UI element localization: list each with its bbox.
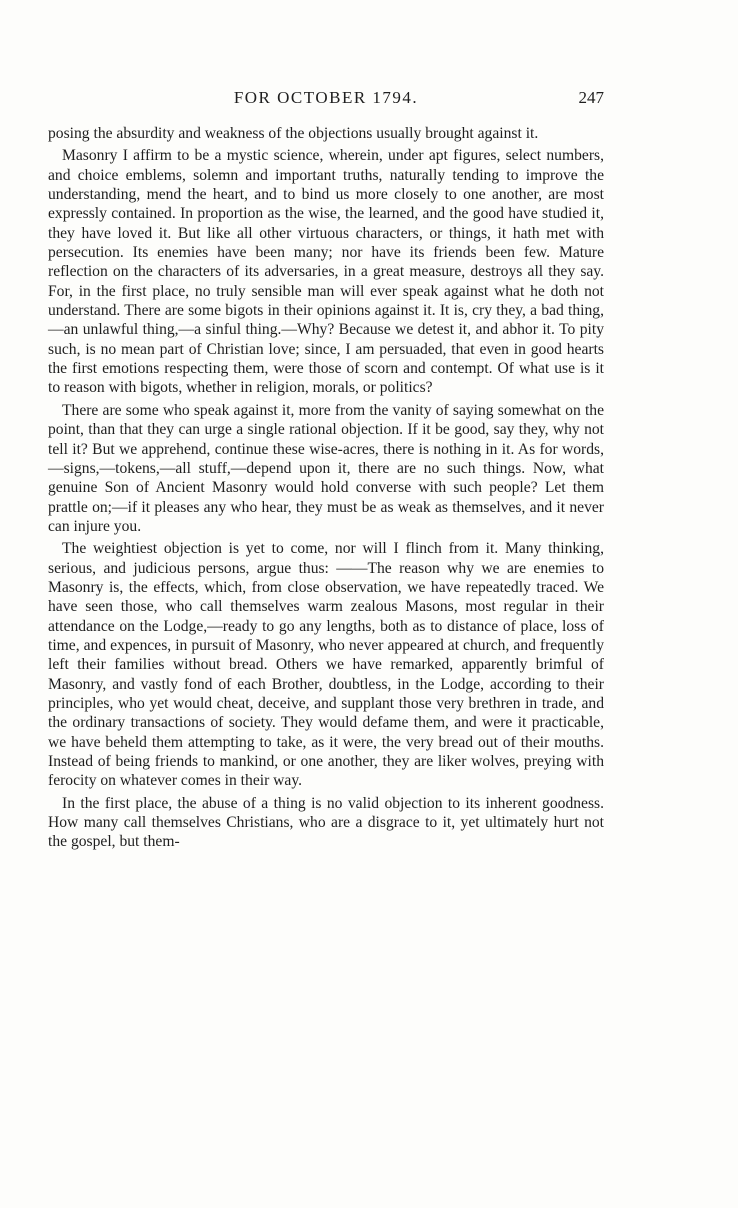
page-header <box>48 88 604 118</box>
paragraph: The weightiest objection is yet to come, nor will I flinch from it. Many thinking, serious, and judicious persons, argue thus: ——The reason why we are enemies to Masonry is, the effects, which, from close observation, we have repeatedly traced. We have seen those, who call themselves warm zealous Masons, most regular in their attendance on the Lodge,—ready to go any lengths, both as to distance of place, loss of time, and expences, in pursuit of Masonry, who never appeared at church, and frequently left their families without bread. Others we have remarked, apparently brimful of Masonry, and vastly fond of each Brother, doubtless, in the Lodge, according to their principles, who yet would cheat, deceive, and supplant those very brethren in trade, and the ordinary transactions of society. They would defame them, and were it practicable, we have beheld them attempting to take, as it were, the very bread out of their mouths. Instead of being friends to mankind, or one another, they are liker wolves, preying with ferocity on whatever comes in their way. <box>48 540 604 790</box>
page-number: 247 <box>578 88 604 107</box>
paragraph: Masonry I affirm to be a mystic science, wherein, under apt figures, select numbers, and choice emblems, solemn and important truths, naturally tending to improve the understanding, mend the heart, and to bind us more closely to one another, are most expressly contained. In proportion as the wise, the learned, and the good have studied it, they have loved it. But like all other virtuous characters, or things, it hath met with persecution. Its enemies have been many; nor have its friends been few. Mature reflection on the characters of its adversaries, in a great measure, destroys all they say. For, in the first place, no truly sensible man will ever speak against what he doth not understand. There are some bigots in their opinions against it. It is, cry they, a bad thing,—an unlawful thing,—a sinful thing.—Why? Because we detest it, and abhor it. To pity such, is no mean part of Christian love; since, I am persuaded, that even in good hearts the first emotions respecting them, were those of scorn and contempt. Of what use is it to reason with bigots, whether in religion, morals, or politics? <box>48 147 604 397</box>
paragraph: There are some who speak against it, more from the vanity of saying somewhat on the point, than that they can urge a single rational objection. If it be good, say they, why not tell it? But we apprehend, continue these wise-acres, there is nothing in it. As for words,—signs,—tokens,—all stuff,—depend upon it, there are no such things. Now, what genuine Son of Ancient Masonry would hold converse with such people? Let them prattle on;—if it pleases any who hear, they must be as weak as themselves, and it never can injure you. <box>48 401 604 535</box>
running-title: FOR OCTOBER 1794. <box>233 88 419 107</box>
paragraph: posing the absurdity and weakness of the objections usually brought against it. <box>48 125 539 142</box>
document-page <box>48 88 604 852</box>
body-text <box>48 124 604 852</box>
paragraph: In the first place, the abuse of a thing is no valid objection to its inherent goodness. How many call themselves Christians, who are a disgrace to it, yet ultimately hurt not the gospel, but them- <box>48 794 604 851</box>
